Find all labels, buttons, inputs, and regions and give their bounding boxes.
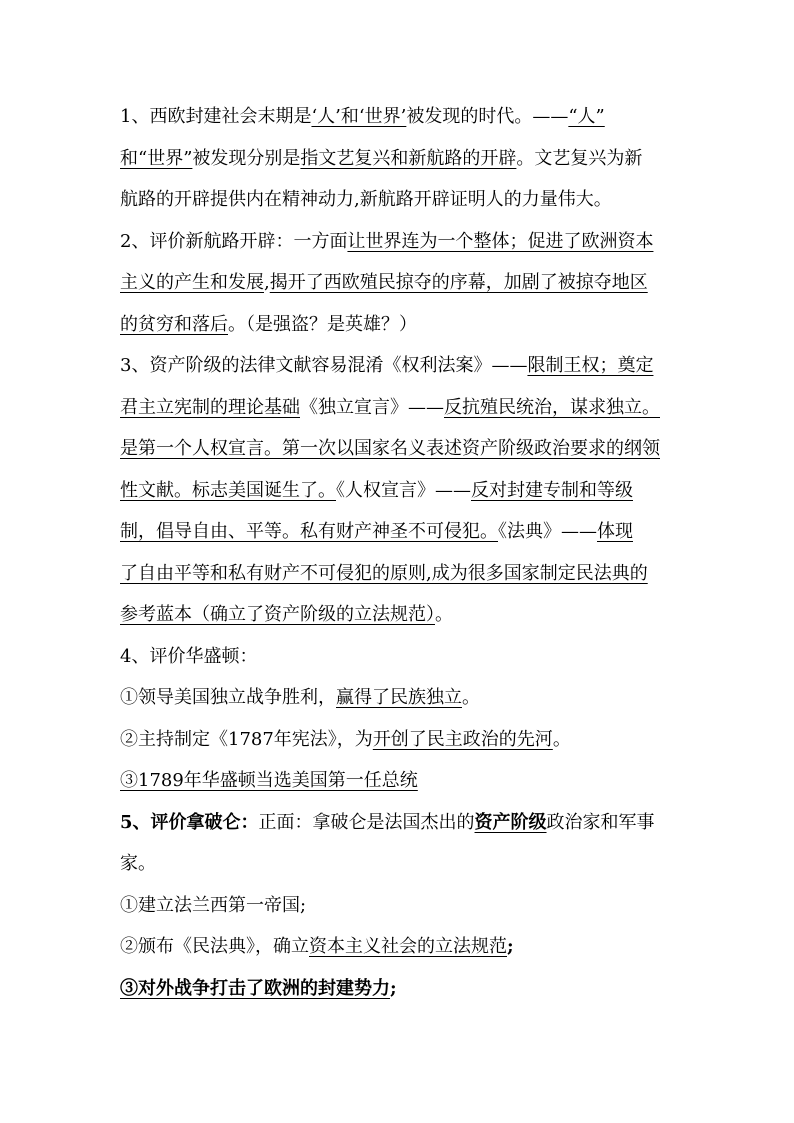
text-line xyxy=(120,470,695,512)
document-body xyxy=(120,96,695,1009)
text-run: 政治家和军事 xyxy=(546,811,655,833)
text-line xyxy=(120,179,695,221)
text-run: 4、评价华盛顿： xyxy=(120,645,258,667)
text-run: 被发现分别是 xyxy=(192,147,301,169)
text-line xyxy=(120,719,695,761)
text-run: 2、评价新航路开辟：一方面 xyxy=(120,230,348,252)
text-run: 。 xyxy=(462,687,480,708)
text-run: 被发现的时代。—— xyxy=(406,106,569,127)
text-line xyxy=(120,760,695,802)
underlined-text: 资产阶级 xyxy=(474,811,547,833)
text-run: 航路的开辟提供内在精神动力,新航路开辟证明人的力量伟大。 xyxy=(120,189,612,210)
text-run: 。 xyxy=(552,728,571,750)
text-run: 1、西欧封建社会末期是 xyxy=(120,106,312,127)
underlined-text: 揭开了西欧殖民掠夺的序幕，加剧了被掠夺地区 xyxy=(269,272,648,293)
text-line xyxy=(120,511,695,553)
text-line xyxy=(120,802,695,844)
underlined-text: 君主立宪制的理论基础 xyxy=(120,396,300,418)
underlined-text: 是第一个人权宣言。第一次以国家名义表述资产阶级政治要求的纲领 xyxy=(120,438,660,459)
text-run: 《人权宣言》—— xyxy=(336,479,471,501)
underlined-text: 体现 xyxy=(597,521,633,542)
text-run: , xyxy=(264,272,270,293)
text-line xyxy=(120,553,695,595)
underlined-text: 反抗殖民统治，谋求独立。 xyxy=(444,396,660,418)
text-line xyxy=(120,221,695,263)
text-run: 。 xyxy=(435,604,453,625)
text-run: 家。 xyxy=(120,853,156,874)
text-line xyxy=(120,387,695,429)
text-line xyxy=(120,677,695,719)
text-line xyxy=(120,345,695,387)
underlined-text: 反对封建专制和等级 xyxy=(471,479,633,501)
text-run: ①建立法兰西第一帝国; xyxy=(120,894,307,916)
text-line xyxy=(120,304,695,346)
underlined-text: 和“世界” xyxy=(120,147,193,169)
text-run: 《法典》—— xyxy=(498,521,597,542)
underlined-text: 性文献。标志美国诞生了。 xyxy=(120,479,336,501)
text-run: 《独立宣言》—— xyxy=(300,396,444,418)
text-run: 5、评价拿破仑： xyxy=(120,811,259,833)
underlined-text: 让世界连为一个整体；促进了欧洲资本 xyxy=(347,230,654,252)
text-line xyxy=(120,926,695,968)
underlined-text: 的贫穷和落后 xyxy=(120,313,228,335)
text-line xyxy=(120,594,695,636)
text-run: ②主持制定《1787年宪法》，为 xyxy=(120,728,373,750)
text-line xyxy=(120,138,695,180)
text-line xyxy=(120,428,695,470)
underlined-text: 主义的产生和发展 xyxy=(120,272,264,293)
text-run: ②颁布《民法典》，确立 xyxy=(120,936,309,957)
text-run: ; xyxy=(390,977,397,999)
underlined-text: 制，倡导自由、平等。私有财产神圣不可侵犯。 xyxy=(120,521,498,542)
underlined-text: ③1789年华盛顿当选美国第一任总统 xyxy=(120,770,418,791)
text-run: 3、资产阶级的法律文献容易混淆《权利法案》—— xyxy=(120,355,528,376)
underlined-text: “人” xyxy=(568,106,605,127)
underlined-text: ‘人’和‘世界’ xyxy=(311,106,407,127)
text-run: 。（是强盗？是英雄？） xyxy=(228,313,417,335)
text-run: ①领导美国独立战争胜利， xyxy=(120,687,336,708)
text-line xyxy=(120,968,695,1010)
text-line xyxy=(120,843,695,885)
text-run: 。文艺复兴为新 xyxy=(516,147,643,169)
text-line xyxy=(120,885,695,927)
text-line xyxy=(120,636,695,678)
text-line xyxy=(120,96,695,138)
underlined-text: 资本主义社会的立法规范 xyxy=(309,936,507,957)
underlined-text: 了自由平等和私有财产不可侵犯的原则,成为很多国家制定民法典的 xyxy=(120,562,648,584)
underlined-text: 指文艺复兴和新航路的开辟 xyxy=(300,147,517,169)
text-line xyxy=(120,262,695,304)
underlined-text: 参考蓝本（确立了资产阶级的立法规范） xyxy=(120,604,435,625)
text-run: 正面：拿破仑是法国杰出的 xyxy=(258,811,475,833)
underlined-text: ③对外战争打击了欧洲的封建势力 xyxy=(120,977,390,999)
text-run: ; xyxy=(507,936,514,957)
underlined-text: 开创了民主政治的先河 xyxy=(372,728,553,750)
underlined-text: 赢得了民族独立 xyxy=(336,687,462,708)
underlined-text: 限制王权；奠定 xyxy=(527,355,654,376)
